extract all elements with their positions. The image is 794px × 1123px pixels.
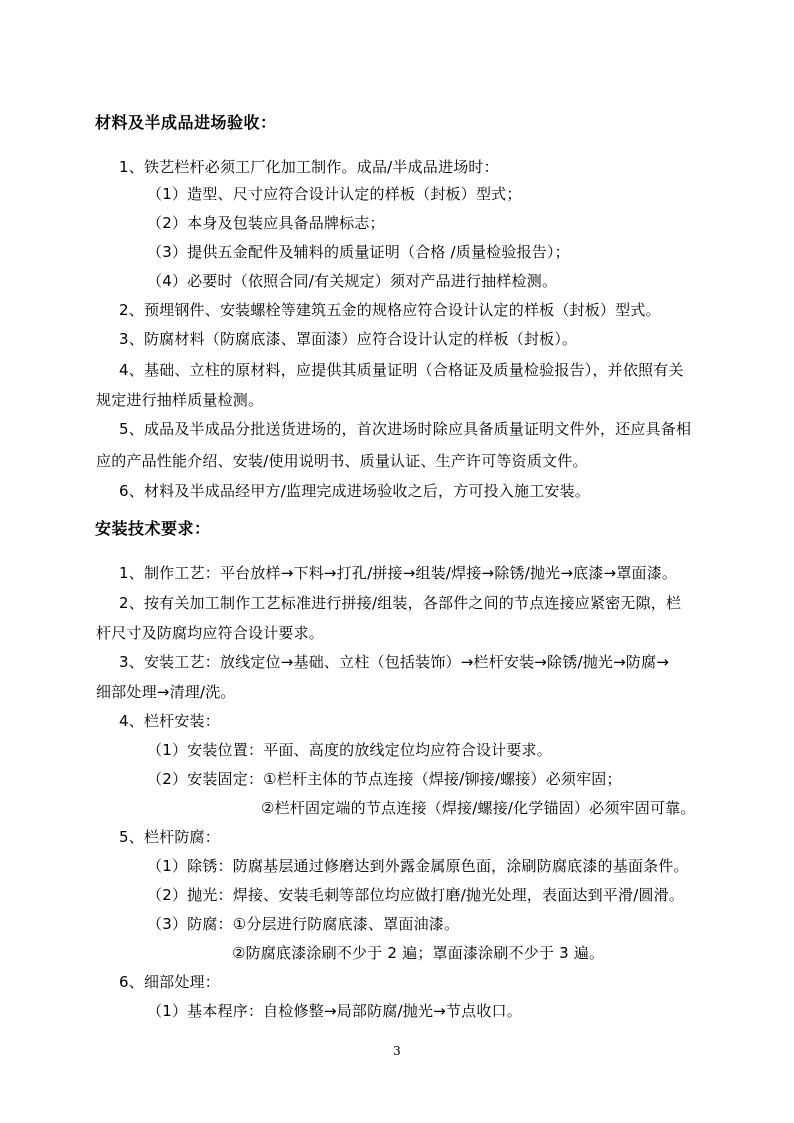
paragraph-line: 细部处理→清理/洗。: [96, 683, 236, 701]
paragraph-line: （2）抛光：焊接、安装毛刺等部位均应做打磨/抛光处理，表面达到平滑/圆滑。: [147, 886, 685, 904]
paragraph-line: 3、安装工艺：放线定位→基础、立柱（包括装饰）→栏杆安装→除锈/抛光→防腐→: [119, 653, 670, 671]
paragraph-line: （1）基本程序：自检修整→局部防腐/抛光→节点收口。: [147, 1002, 522, 1020]
paragraph-line: 规定进行抽样质量检测。: [96, 391, 264, 409]
paragraph-line: 应的产品性能介绍、安装/使用说明书、质量认证、生产许可等资质文件。: [96, 452, 588, 470]
paragraph-line: 3、防腐材料（防腐底漆、罩面漆）应符合设计认定的样板（封板）。: [119, 330, 578, 348]
paragraph-line: 4、基础、立柱的原材料，应提供其质量证明（合格证及质量检验报告），并依照有关: [119, 361, 684, 379]
section-heading-materials: 材料及半成品进场验收：: [95, 113, 277, 132]
paragraph-line: （2）安装固定：①栏杆主体的节点连接（焊接/铆接/螺接）必须牢固；: [147, 770, 622, 788]
paragraph-line: 2、预埋钢件、安装螺栓等建筑五金的规格应符合设计认定的样板（封板）型式。: [119, 301, 661, 319]
paragraph-line: （1）除锈：防腐基层通过修磨达到外露金属原色面，涂刷防腐底漆的基面条件。: [147, 857, 689, 875]
paragraph-line: 6、细部处理：: [119, 973, 220, 991]
paragraph-line: 1、铁艺栏杆必须工厂化加工制作。成品/半成品进场时：: [119, 158, 499, 176]
paragraph-line: 5、栏杆防腐：: [119, 828, 220, 846]
paragraph-line: （3）提供五金配件及辅料的质量证明（合格 /质量检验报告）；: [147, 243, 570, 261]
paragraph-line: （1）安装位置：平面、高度的放线定位均应符合设计要求。: [147, 741, 552, 759]
paragraph-line: （2）本身及包装应具备品牌标志；: [147, 214, 385, 232]
paragraph-line: 1、制作工艺：平台放样→下料→打孔/拼接→组装/焊接→除锈/抛光→底漆→罩面漆。: [119, 564, 678, 582]
paragraph-line: （4）必要时（依照合同/有关规定）须对产品进行抽样检测。: [147, 272, 558, 290]
section-heading-installation: 安装技术要求：: [95, 519, 211, 538]
paragraph-line: 5、成品及半成品分批送货进场的，首次进场时除应具备质量证明文件外，还应具备相: [119, 420, 692, 438]
paragraph-line: （1）造型、尺寸应符合设计认定的样板（封板）型式；: [147, 185, 522, 203]
paragraph-line: ②栏杆固定端的节点连接（焊接/螺接/化学锚固）必须牢固可靠。: [261, 799, 696, 817]
paragraph-line: ②防腐底漆涂刷不少于 2 遍；罩面漆涂刷不少于 3 遍。: [232, 944, 605, 962]
paragraph-line: 6、材料及半成品经甲方/监理完成进场验收之后，方可投入施工安装。: [119, 482, 591, 500]
paragraph-line: 2、按有关加工制作工艺标准进行拼接/组装，各部件之间的节点连接应紧密无隙，栏: [119, 594, 682, 612]
paragraph-line: 4、栏杆安装：: [119, 712, 220, 730]
page-number: 3: [393, 1044, 401, 1058]
paragraph-line: 杆尺寸及防腐均应符合设计要求。: [96, 624, 325, 642]
paragraph-line: （3）防腐：①分层进行防腐底漆、罩面油漆。: [147, 915, 460, 933]
